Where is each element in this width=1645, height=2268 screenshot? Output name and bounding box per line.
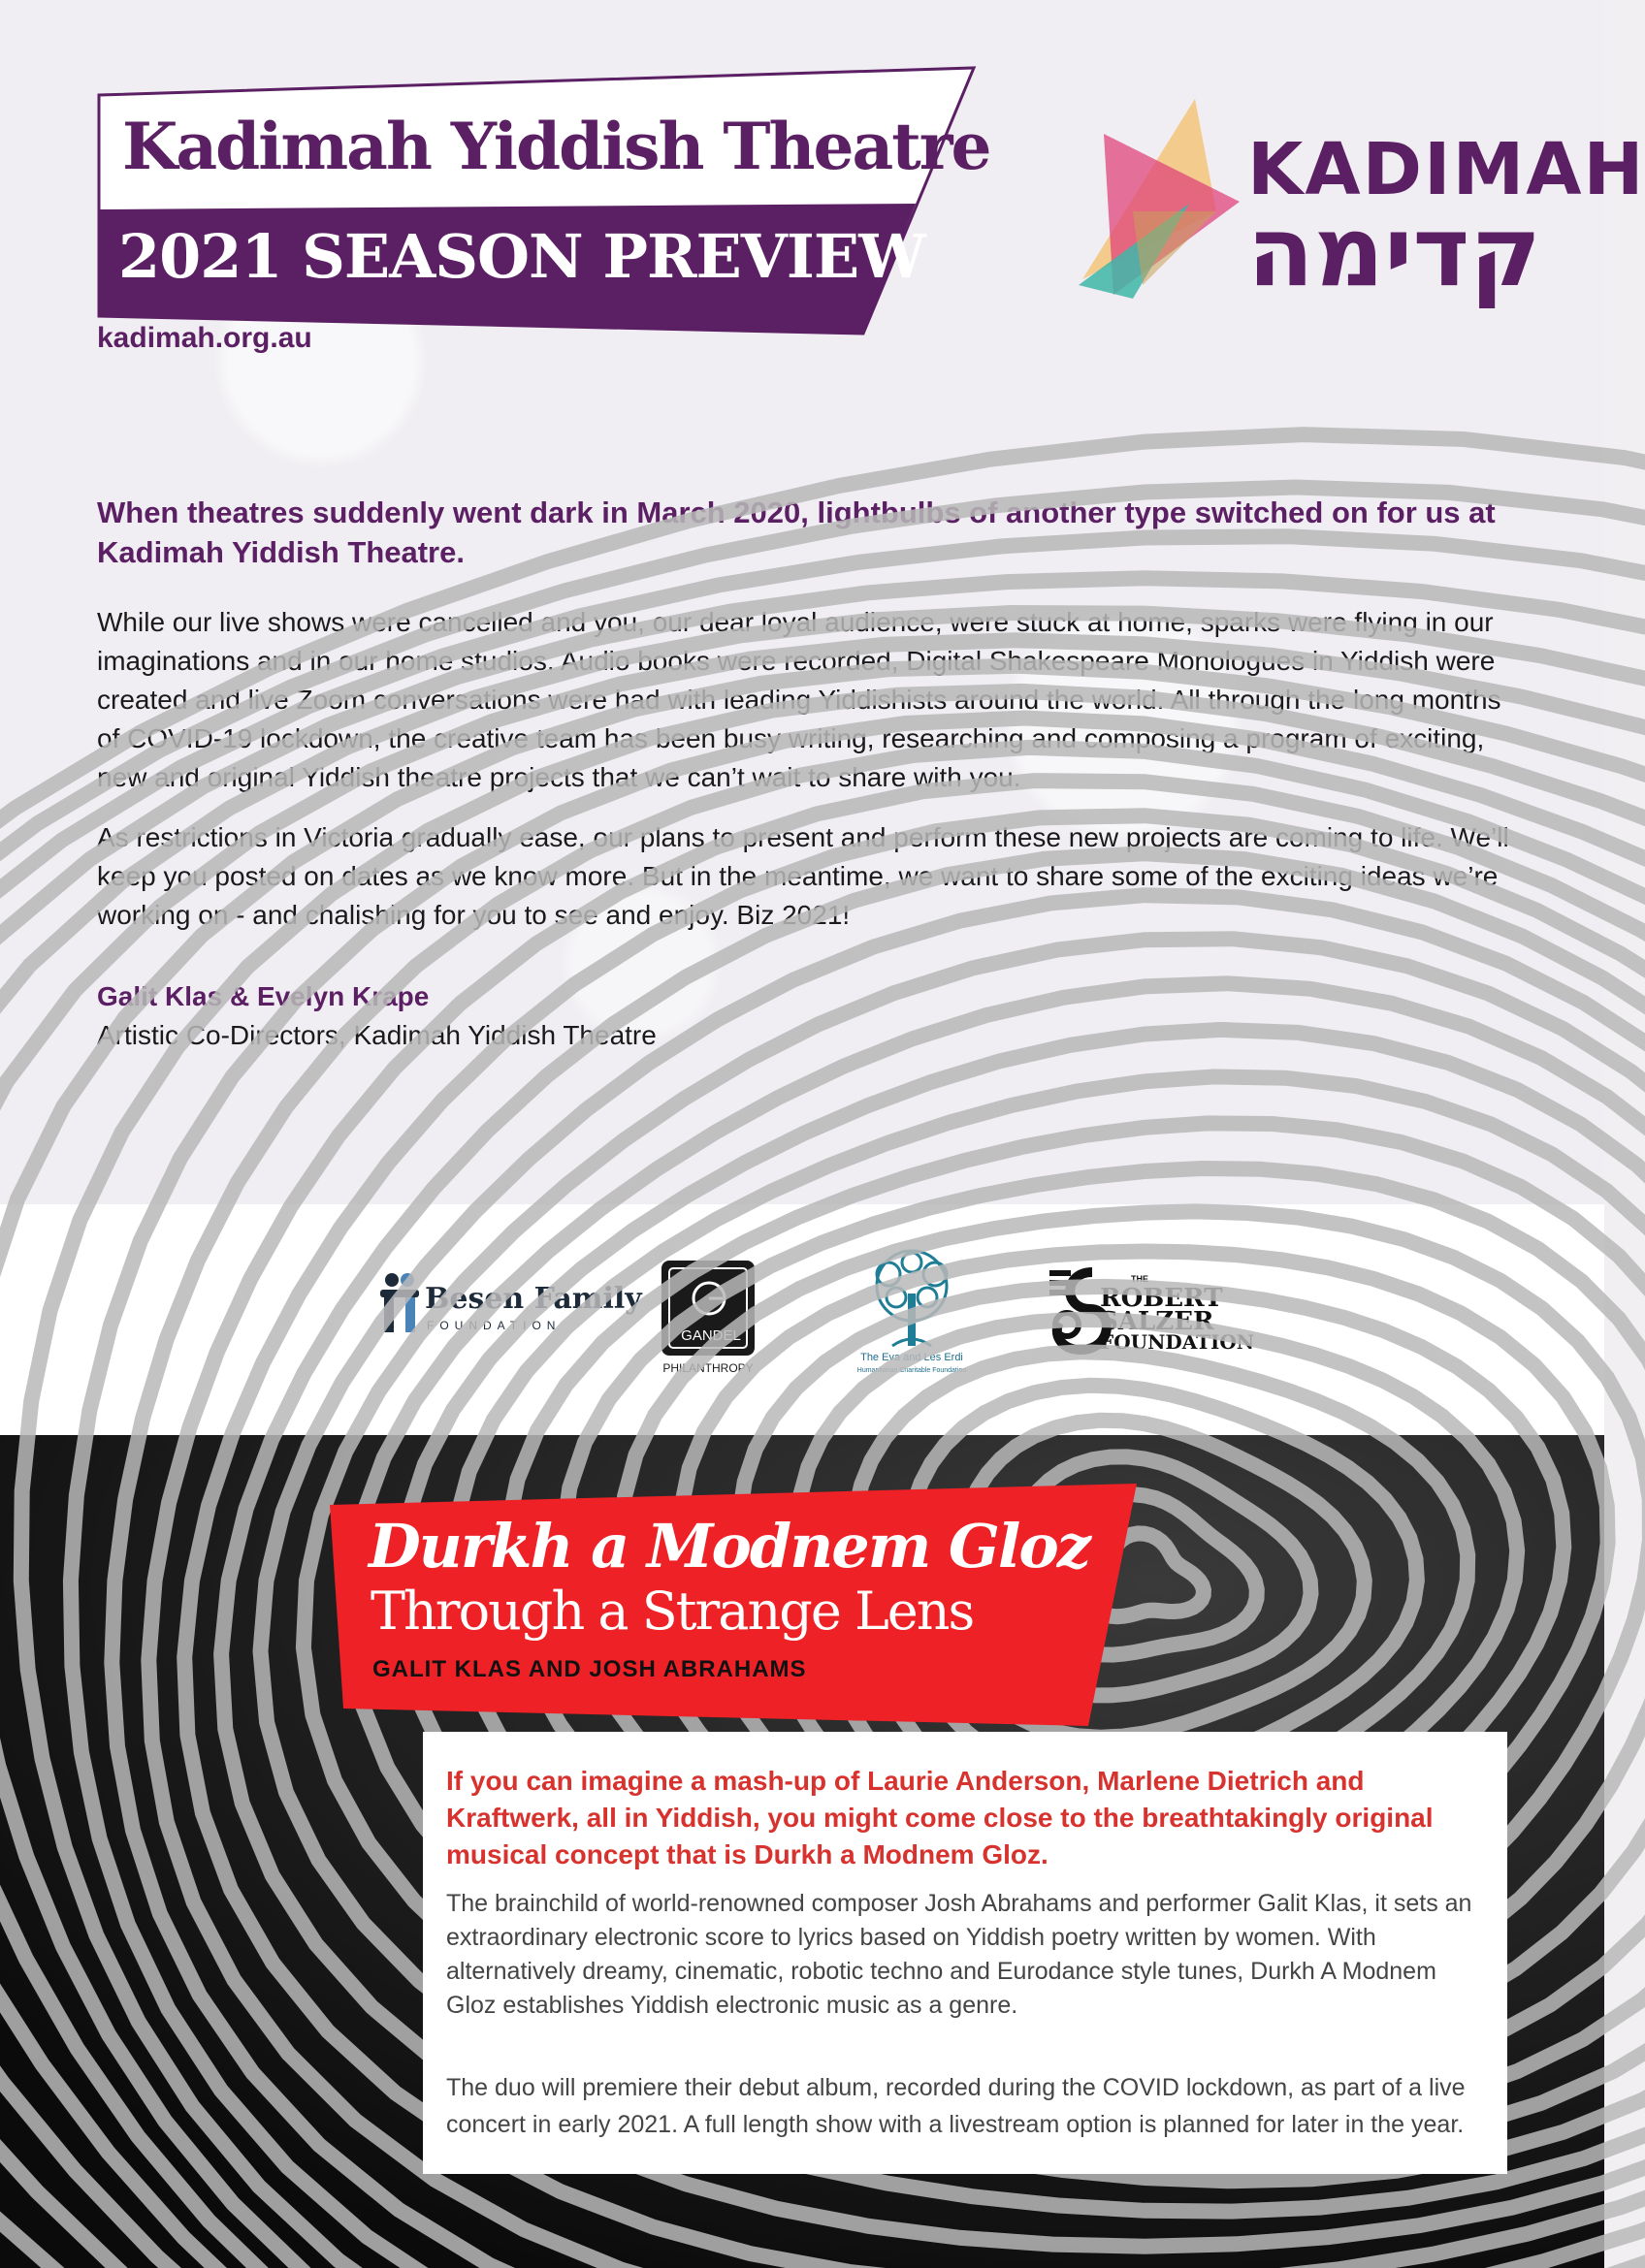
show-lead: If you can imagine a mash-up of Laurie Anderson, Marlene Dietrich and Kraftwerk, all in Yiddish, you might come close to the breathtakingly original musical concept that is Durkh a Modnem Gloz. <box>446 1766 1434 1869</box>
logo-hebrew: קדימה <box>1247 195 1541 308</box>
salzer-the: THE <box>1131 1274 1148 1284</box>
show-paragraph: The brainchild of world-renowned composer Josh Abrahams and performer Galit Klas, it sets an extraordinary electronic score to lyrics based on Yiddish poetry written by women. With alternatively dreamy, cinematic, robotic techno and Eurodance style tunes, Durkh A Modnem Gloz establishes Yiddish electronic music as a genre. <box>446 1890 1472 2019</box>
signature-name: Galit Klas & Evelyn Krape <box>97 981 430 1011</box>
salzer-word-foundation: FOUNDATION <box>1100 1330 1255 1354</box>
intro-paragraph: As restrictions in Victoria gradually ease, our plans to present and perform these new projects are coming to life. We’ll keep you posted on dates as we know more. But in the meantime, we want to share some of the exciting ideas we’re working on - and chalishing for you to see and enjoy. Biz 2021! <box>97 822 1509 930</box>
erdi-sub: Humanitarian Charitable Foundation <box>856 1367 967 1374</box>
intro-lead: When theatres suddenly went dark in March 2020, lightbulbs of another type switched on for us at Kadimah Yiddish Theatre. <box>97 495 1496 569</box>
show-section <box>0 1435 1604 2268</box>
show-paragraph: The duo will premiere their debut album, recorded during the COVID lockdown, as part of a live concert in early 2021. A full length show with a livestream option is planned for later in the year. <box>446 2074 1466 2138</box>
besen-name: Besen Family <box>425 1282 642 1316</box>
page-title: Kadimah Yiddish Theatre <box>122 109 990 184</box>
show-subtitle: Through a Strange Lens <box>371 1581 974 1642</box>
show-description-card <box>423 1732 1507 2174</box>
besen-sub: FOUNDATION <box>427 1319 562 1332</box>
erdi-name: The Eva and Les Erdi <box>860 1352 963 1363</box>
intro-paragraph: While our live shows were cancelled and you, our dear loyal audience, were stuck at home, sparks were flying in our imaginations and in our home studios. Audio books were recorded, Digital Shakespeare Monologues in Yiddish were created and live Zoom conversations were had with leading Yiddishists around the world. All through the long months of COVID-19 lockdown, the creative team has been busy writing, researching and composing a program of exciting, new and original Yiddish theatre projects that we can’t wait to share with you. <box>97 607 1501 792</box>
website-link[interactable]: kadimah.org.au <box>97 322 312 354</box>
logo-wordmark: KADIMAH <box>1247 128 1645 211</box>
show-credit: GALIT KLAS AND JOSH ABRAHAMS <box>372 1656 807 1682</box>
gandel-name: GANDEL <box>681 1327 741 1344</box>
salzer-word-salzer: SALZER <box>1100 1307 1214 1336</box>
show-title: Durkh a Modnem Gloz <box>369 1511 1089 1581</box>
salzer-word-robert: ROBERT <box>1100 1284 1223 1313</box>
signature-role: Artistic Co-Directors, Kadimah Yiddish Theatre <box>97 1020 657 1050</box>
season-subtitle: 2021 SEASON PREVIEW <box>118 221 925 292</box>
gandel-sub: PHILANTHROPY <box>662 1361 754 1375</box>
